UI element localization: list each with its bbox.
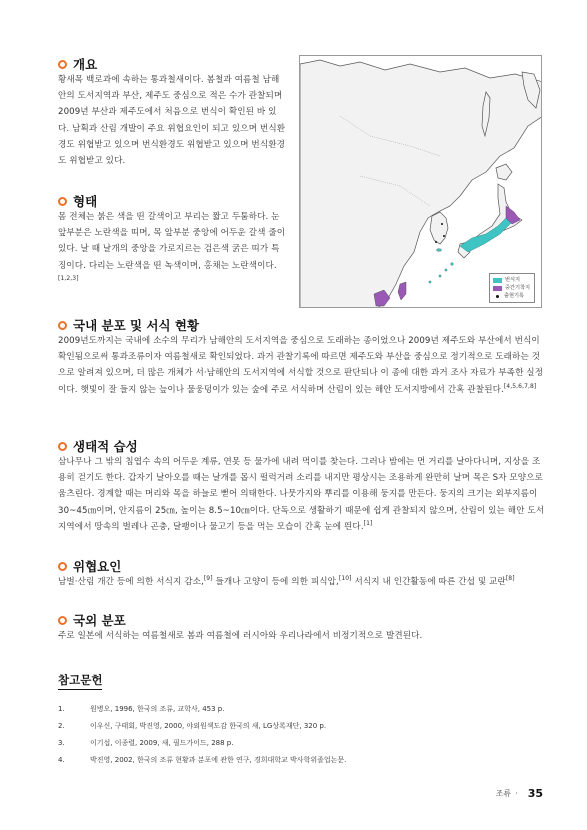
section-title: 국내 분포 및 서식 현황 [73, 318, 200, 333]
section-title: 위협요인 [73, 559, 122, 574]
citation: [8] [505, 575, 515, 583]
legend-label: 중간기착지 [505, 285, 531, 291]
reference-item [58, 700, 346, 717]
map-svg [300, 56, 542, 308]
references-title: 참고문헌 [58, 672, 102, 690]
reference-number: 3. [58, 738, 65, 747]
hokkaido [496, 164, 512, 180]
section-heading-threats [58, 557, 121, 575]
overseas-paragraph: 주로 일본에 서식하는 여름철새로 봄과 여름철에 러시아와 우리나라에서 비정기적으로 발견된다. [58, 631, 423, 641]
page-footer [496, 787, 543, 800]
section-title: 개요 [73, 57, 98, 72]
bullet-circle-icon [58, 60, 67, 69]
threats-text: 서식지 내 인간활동에 따른 간섭 및 교란 [351, 577, 506, 587]
ecology-paragraph [58, 454, 546, 535]
occurrence-point [441, 223, 443, 225]
map-legend [489, 273, 535, 303]
legend-label: 번식지 [505, 277, 521, 283]
ryukyu-island [445, 269, 447, 271]
section-heading-overseas [58, 611, 126, 629]
legend-point-record [496, 295, 499, 298]
distribution-text: 2009년도까지는 국내에 소수의 무리가 남해안의 도서지역을 중심으로 도래하는 종이었으나 2009년 제주도와 부산에서 번식이 확인됨으로써 통과조류이자 여름철새로 확인되었다. 과거 관찰기록에 따르면 제주도와 부산을 중심으로 정기적으로 도래하는 것으로 알려져 있으며, 더 많은 개체가 서·남해안의 도서지역에 서식할 것으로 판단되나 이 종에 대한 과거 조사 자료가 부족한 실정이다. 햇빛이 잘 들지 않는 늪이나 물웅덩이가 있는 숲에 주로 서식하며 산림이 있는 해안 도서지방에서 간혹 관찰된다. [58, 336, 544, 395]
form-text: 몸 전체는 붉은 색을 띤 갈색이고 부리는 짧고 두툼하다. 눈 앞부분은 노란색을 띠며, 목 앞부분 중앙에 어두운 갈색 줄이 있다. 날 때 날개의 중앙을 가로지르는 검은색 굵은 띠가 특징이다. 다리는 노란색을 띤 녹색이며, 홍채는 노란색이다. [58, 212, 286, 271]
bullet-circle-icon [58, 562, 67, 571]
reference-text: 원병오, 1996, 한국의 조류, 교학사, 453 p. [90, 704, 225, 713]
legend-label: 출현기록 [504, 293, 525, 299]
bullet-circle-icon [58, 197, 67, 206]
legend-swatch-breeding [493, 278, 502, 283]
citation: [4,5,6,7,8] [503, 382, 537, 390]
reference-text: 박진영, 2002, 한국의 조류 현황과 분포에 관한 연구, 경희대학교 박사학위졸업논문. [90, 755, 347, 764]
bullet-circle-icon [58, 442, 67, 451]
section-title: 생태적 습성 [73, 439, 138, 454]
continent-landmass [300, 60, 542, 308]
bullet-circle-icon [58, 616, 67, 625]
section-heading-form [58, 192, 97, 210]
taiwan [398, 282, 406, 300]
reference-item [58, 734, 346, 751]
distribution-map [299, 55, 542, 308]
legend-swatch-stopover [493, 286, 502, 291]
breeding-range [460, 216, 514, 252]
reference-item [58, 717, 346, 734]
section-title: 국외 분포 [73, 613, 126, 628]
citation: [1,2,3] [58, 274, 79, 282]
reference-text: 이우신, 구태회, 박진영, 2000, 야외원색도감 한국의 새, LG상록재단, 320 p. [90, 721, 327, 730]
form-paragraph [58, 209, 286, 290]
references-list [58, 700, 346, 768]
occurrence-point [435, 241, 437, 243]
legend-item-breeding [493, 276, 531, 284]
section-heading-overview [58, 55, 97, 73]
legend-item-stopover [493, 284, 531, 292]
jeju-island [437, 249, 442, 252]
bullet-circle-icon [58, 321, 67, 330]
citation: [10] [338, 575, 352, 583]
legend-item-record [493, 292, 531, 300]
reference-number: 4. [58, 755, 65, 764]
ryukyu-island [429, 281, 431, 283]
ecology-text: 삼나무나 그 밖의 침엽수 속의 어두운 계류, 연못 등 물가에 내려 먹이를 찾는다. 그러나 밤에는 먼 거리를 날아다니며, 지상을 조용히 걷기도 한다. 갑자기 날아오를 때는 날개를 몹시 펄럭거려 소리를 내지만 평상시는 조용하게 완만히 날며 목은 S자 모양으로 움츠린다. 경계할 때는 머리와 목을 하늘로 뻗어 의태한다. 나뭇가지와 뿌리를 이용해 둥지를 만든다. 둥지의 크기는 외부지름이 30~45㎝이며, 안지름이 25㎝, 높이는 8.5~10㎝이다. 단독으로 생활하기 때문에 쉽게 관찰되지 않으며, 산림이 있는 해안 도서 지역에서 땅속의 벌레나 곤충, 달팽이나 물고기 등을 먹는 모습이 간혹 눈에 띈다. [58, 457, 545, 532]
page-number: 35 [527, 787, 543, 800]
threats-text: 들개나 고양이 등에 의한 피식압, [212, 577, 339, 587]
threats-text: 남벌·산림 개간 등에 의한 서식지 감소, [58, 577, 204, 587]
overview-paragraph: 황새목 백로과에 속하는 통과철새이다. 봄철과 여름철 남해안의 도서지역과 부산, 제주도 중심으로 적은 수가 관찰되며 2009년 부산과 제주도에서 처음으로 번식이 확인된 바 있다. 남획과 산림 개발이 주요 위협요인이 되고 있으며 번식환경도 위협받고 있으며 번식환경도 위협받고 있으며 번식환경도 위협받고 있다. [58, 75, 286, 167]
section-title: 형태 [73, 194, 98, 209]
ryukyu-island [439, 275, 441, 277]
reference-number: 2. [58, 721, 65, 730]
section-heading-distribution [58, 316, 199, 334]
distribution-paragraph [58, 333, 546, 398]
reference-number: 1. [58, 704, 65, 713]
reference-text: 이기섭, 이종렬, 2009, 새, 필드가이드, 288 p. [90, 738, 234, 747]
korean-peninsula [430, 212, 448, 244]
footer-separator: · [515, 789, 518, 798]
citation: [1] [363, 519, 373, 527]
ryukyu-island [451, 263, 454, 266]
reference-item [58, 751, 346, 768]
section-heading-ecology [58, 437, 138, 455]
threats-paragraph [58, 574, 546, 590]
occurrence-point [443, 235, 445, 237]
citation: [9] [203, 575, 213, 583]
footer-category: 조류 [495, 789, 512, 798]
